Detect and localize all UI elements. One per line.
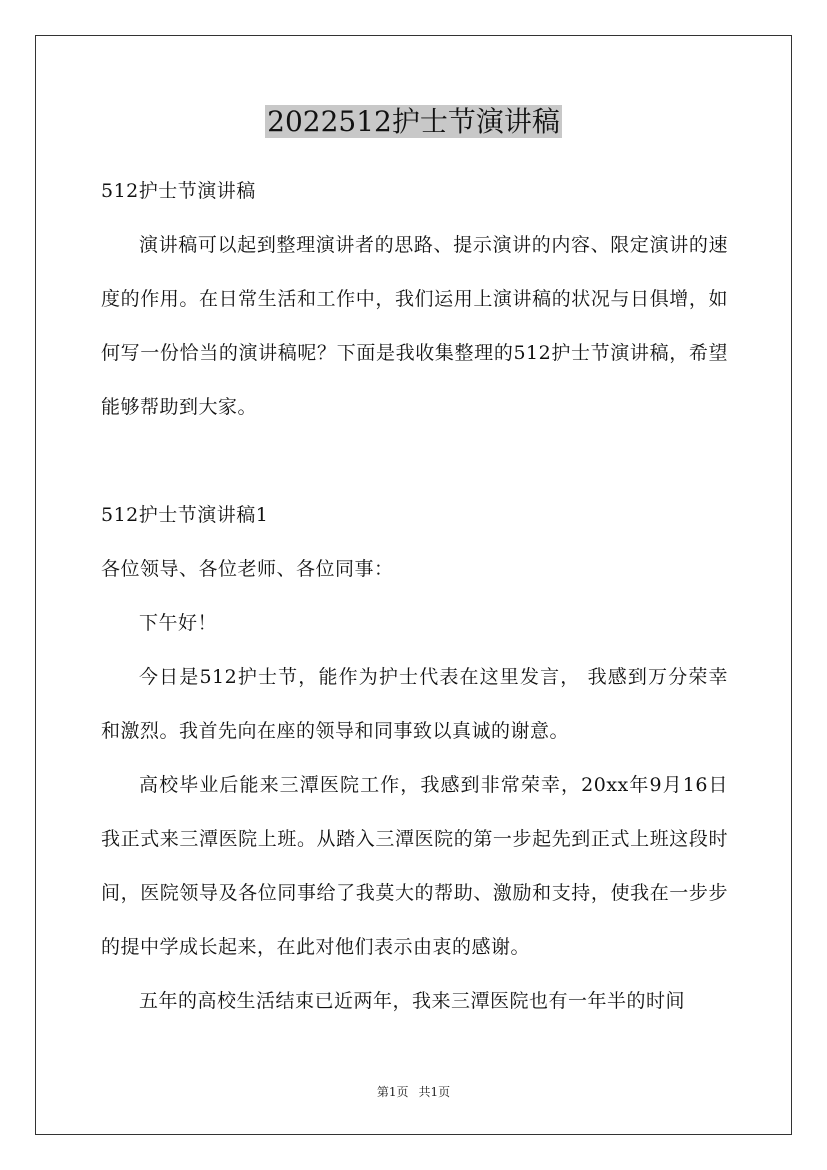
page-total: 共1页 — [418, 1085, 451, 1099]
spacer — [101, 434, 728, 488]
body-paragraph: 五年的高校生活结束已近两年，我来三潭医院也有一年半的时间 — [139, 990, 686, 1012]
intro-paragraph: 演讲稿可以起到整理演讲者的思路、提示演讲的内容、限定演讲的速度的作用。在日常生活和工作中，我们运用上演讲稿的状况与日俱增，如何写一份恰当的演讲稿呢？下面是我收集整理的512护士节演讲稿，希望能够帮助到大家。 — [101, 234, 728, 418]
salutation: 各位领导、各位老师、各位同事： — [101, 558, 394, 580]
document-title — [0, 102, 827, 142]
greeting: 下午好！ — [139, 612, 218, 634]
heading: 512护士节演讲稿 — [101, 180, 256, 202]
document-body — [101, 164, 728, 1028]
title-text: 2022512护士节演讲稿 — [267, 105, 560, 138]
page-number: 第1页 — [376, 1085, 409, 1099]
page-footer — [0, 1082, 827, 1102]
section-title: 512护士节演讲稿1 — [101, 504, 269, 526]
body-paragraph: 今日是512护士节，能作为护士代表在这里发言， 我感到万分荣幸和激烈。我首先向在座的领导和同事致以真诚的谢意。 — [101, 666, 728, 742]
body-paragraph: 高校毕业后能来三潭医院工作，我感到非常荣幸，20xx年9月16日我正式来三潭医院上班。从踏入三潭医院的第一步起先到正式上班这段时间，医院领导及各位同事给了我莫大的帮助、激励和支持，使我在一步步的提中学成长起来，在此对他们表示由衷的感谢。 — [101, 774, 728, 958]
